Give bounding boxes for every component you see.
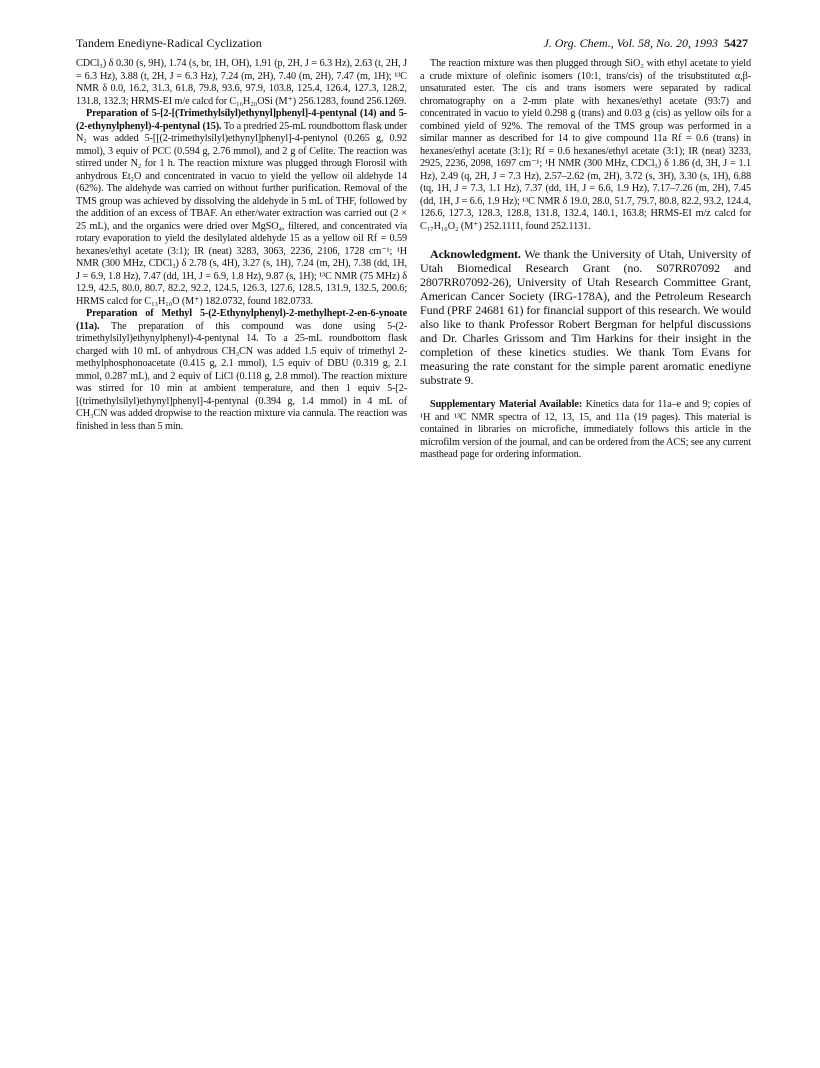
nmr-data-paragraph: CDCl₃) δ 0.30 (s, 9H), 1.74 (s, br, 1H, OH), 1.91 (p, 2H, J = 6.3 Hz), 2.63 (t, 2H, J = 6.3 Hz), 3.88 (t, 2H, J = 6.3 Hz), 7.24 (m, 2H), 7.40 (m, 2H), 7.47 (m, 1H); ¹³C NMR δ 0.0, 16.2, 31.3, 61.8, 79.8, 93.6, 97.9, 103.8, 125.4, 126.4, 127.3, 128.2, 131.8, 132.3; HRMS-EI m/e calcd for C₁₆H₂₀OSi (M⁺) 256.1283, found 256.1269. [76,58,407,107]
section-heading: Preparation of Methyl 5-(2-Ethynylphenyl)-2-methylhept-2-en-6-ynoate (11a). [76,308,407,332]
running-header [76,36,748,54]
preparation-14-15-paragraph: Preparation of 5-[2-[(Trimethylsilyl)ethynyl]phenyl]-4-pentynal (14) and 5-(2-ethynylphenyl)-4-pentynal (15). To a predried 25-mL roundbottom flask under N₂ was added 5-[[(2-trimethylsilyl)ethynyl]phenyl]-4-pentynol (0.265 g, 0.92 mmol), 3 equiv of PCC (0.594 g, 2.76 mmol), and 2 g of Celite. The reaction was stirred under N₂ for 1 h. The reaction mixture was plugged through Florosil with anhydrous Et₂O and concentrated in vacuo to yield the yellow oil aldehyde 14 (62%). The aldehyde was carried on without further purification. Removal of the TMS group was achieved by dissolving the aldehyde in 5 mL of THF, followed by the addition of an excess of TBAF. An ether/water extraction was carried out (2 × 25 mL), and the organics were dried over MgSO₄, filtered, and concentrated via rotary evaporation to yield the desilylated aldehyde 15 as a yellow oil Rf = 0.59 hexanes/ethyl acetate (3:1); IR (neat) 3283, 3063, 2236, 2106, 1728 cm⁻¹; ¹H NMR (300 MHz, CDCl₃) δ 2.78 (s, 4H), 3.27 (s, 1H), 7.24 (m, 2H), 7.38 (dd, 1H, J = 6.9, 1.8 Hz), 7.47 (dd, 1H, J = 6.9, 1.8 Hz), 9.87 (s, 1H); ¹³C NMR (75 MHz) δ 12.9, 42.5, 80.0, 80.7, 82.2, 92.2, 124.5, 126.3, 127.6, 128.5, 131.9, 132.5, 200.6; HRMS calcd for C₁₃H₁₀O (M⁺) 182.0732, found 182.0733. [76,108,407,307]
left-column [76,58,407,433]
right-column [420,58,751,462]
supplementary-heading: Supplementary Material Available: [430,399,583,410]
continuation-paragraph: The reaction mixture was then plugged through SiO₂ with ethyl acetate to yield a crude mixture of olefinic isomers (10:1, trans/cis) of the trisubstituted α,β-unsaturated ester. The cis and trans isomers were separated by radical chromatography on a 2-mm plate with hexanes/ethyl acetate (93:7) and concentrated in vacuo to yield 0.298 g (trans) and 0.03 g (cis) as yellow oils for a combined yield of 92%. The removal of the TMS group was performed in a similar manner as described for 14 to give compound 11a Rf = 0.6 (trans) in hexanes/ethyl acetate (3:1); Rf = 0.6 hexanes/ethyl acetate (3:1); IR (neat) 3233, 2925, 2236, 2098, 1697 cm⁻¹; ¹H NMR (300 MHz, CDCl₃) δ 1.86 (d, 3H, J = 1.1 Hz), 2.49 (q, 2H, J = 7.3 Hz), 2.57–2.62 (m, 2H), 3.72 (s, 3H), 3.30 (s, 1H), 6.88 (tq, 1H, J = 7.3, 1.1 Hz), 7.37 (dd, 1H, J = 6.6, 1.9 Hz), 7.17–7.26 (m, 2H), 7.45 (dd, 1H, J = 6.6, 1.9 Hz); ¹³C NMR δ 19.0, 28.0, 51.7, 79.7, 80.8, 82.2, 93.2, 124.4, 126.6, 127.3, 128.3, 128.8, 131.8, 132.4, 140.1, 163.8; HRMS-EI m/z calcd for C₁₇H₁₆O₂ (M⁺) 252.1111, found 252.1131. [420,58,751,232]
supplementary-paragraph: Supplementary Material Available: Kinetics data for 11a–e and 9; copies of ¹H and ¹³C NMR spectra of 12, 13, 15, and 11a (19 pages). This material is contained in libraries on microfiche, immediately follows this article in the microfilm version of the journal, and can be ordered from the ACS; see any current masthead page for ordering information. [420,399,752,460]
section-heading: Preparation of 5-[2-[(Trimethylsilyl)ethynyl]phenyl]-4-pentynal (14) and 5-(2-ethynylphenyl)-4-pentynal (15). [76,108,407,132]
running-title: Tandem Enediyne-Radical Cyclization [76,36,262,50]
journal-citation: J. Org. Chem., Vol. 58, No. 20, 1993 5427 [543,36,748,50]
page-number: 5427 [724,36,748,50]
acknowledgment-heading: Acknowledgment. [430,247,521,261]
preparation-11a-paragraph: Preparation of Methyl 5-(2-Ethynylphenyl)-2-methylhept-2-en-6-ynoate (11a). The preparation of this compound was done using 5-(2-trimethylsilyl)ethynylphenyl)-4-pentynal 14. To a 25-mL roundbottom flask charged with 10 mL of anhydrous CH₃CN was added 1.5 equiv of trimethyl 2-methylphosphonoacetate (0.415 g, 2.1 mmol), 1.5 equiv of DBU (0.319 g, 2.1 mmol, 0.287 mL), and 2 equiv of LiCl (0.118 g, 2.8 mmol). The reaction mixture was stirred for 10 min at ambient temperature, and then 1 equiv 5-[2-[(trimethylsilyl)ethynyl]phenyl]-4-pentynal (0.394 g, 1.4 mmol) in 4 mL of CH₃CN was added dropwise to the reaction mixture via cannula. The reaction was finished in less than 5 min. [76,308,407,432]
acknowledgment-paragraph: Acknowledgment. We thank the University of Utah, University of Utah Biomedical Research Grant (no. S07RR07092 and 2807RR07092-26), University of Utah Research Committee Grant, American Cancer Society (IRG-178A), and the Petroleum Research Fund (PRF 24681 61) for financial support of this research. We would also like to thank Professor Robert Bergman for helpful discussions and Dr. Charles Grissom and Tim Harkins for their insight in the completion of these kinetics studies. We thank Tom Evans for measuring the rate constant for the simple parent aromatic enediyne substrate 9. [420,247,751,387]
